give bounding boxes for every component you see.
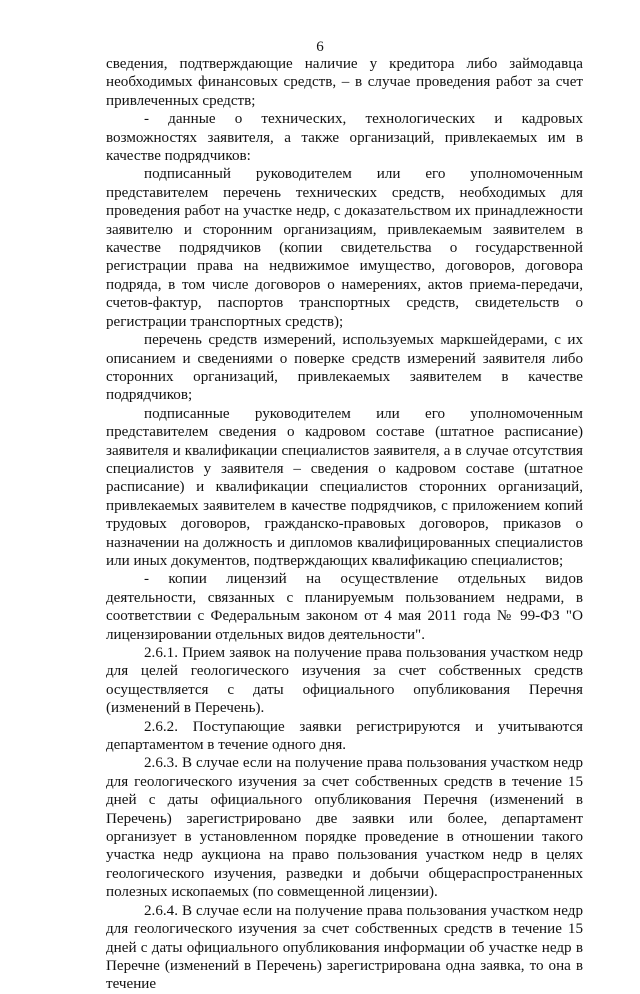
paragraph-technical-capabilities: - данные о технических, технологических и кадровых возможностях заявителя, а также организаций, привлекаемых им в качестве подрядчиков: xyxy=(106,111,583,165)
paragraph-measuring-instruments: перечень средств измерений, используемых маркшейдерами, с их описанием и сведениями о поверке средств измерений заявителя либо сторонних организаций, привлекаемых заявителем в качестве подрядчиков; xyxy=(106,332,583,404)
clause-2-6-2: 2.6.2. Поступающие заявки регистрируются и учитываются департаментом в течение одного дня. xyxy=(106,718,583,754)
page-number: 6 xyxy=(316,39,324,55)
clause-2-6-1: 2.6.1. Прием заявок на получение права пользования участком недр для целей геологического изучения за счет собственных средств осуществляется с даты официального опубликования Перечня (изменений в Перечень). xyxy=(106,645,583,717)
paragraph-licenses: - копии лицензий на осуществление отдельных видов деятельности, связанных с планируемым пользованием недрами, в соответствии с Федеральным законом от 4 мая 2011 года № 99-ФЗ "О лицензировании отдельных видов деятельности". xyxy=(106,571,583,643)
paragraph-staff-information: подписанные руководителем или его уполномоченным представителем сведения о кадровом составе (штатное расписание) заявителя и квалификации специалистов заявителя, а в случае отсутствия специалистов у заявителя – сведения о кадровом составе (штатное расписание) и квалификации специалистов сторонних организаций, привлекаемых заявителем в качестве подрядчиков, с приложением копий трудовых договоров, гражданско-правовых договоров, приказов о назначении на должность и дипломов квалифицированных специалистов или иных документов, подтверждающих квалификацию специалистов; xyxy=(106,405,583,569)
paragraph-technical-means-list: подписанный руководителем или его уполномоченным представителем перечень технических средств, необходимых для проведения работ на участке недр, с доказательством их принадлежности заявителю и сторонним организациям, привлекаемым заявителем в качестве подрядчиков (копии свидетельства о государственной регистрации права на недвижимое имущество, договоров, договора подряда, в том числе договоров о намерениях, актов приема-передачи, счетов-фактур, паспортов транспортных средств, свидетельств о регистрации транспортных средств); xyxy=(106,166,583,330)
clause-2-6-4: 2.6.4. В случае если на получение права пользования участком недр для геологического изучения за счет собственных средств в течение 15 дней с даты официального опубликования информации об участке недр в Перечне (изменений в Перечень) зарегистрирована одна заявка, то она в течение xyxy=(106,902,583,993)
paragraph-financial-means: сведения, подтверждающие наличие у кредитора либо займодавца необходимых финансовых средств, – в случае проведения работ за счет привлеченных средств; xyxy=(106,56,583,109)
document-body xyxy=(106,55,583,994)
clause-2-6-3: 2.6.3. В случае если на получение права пользования участком недр для геологического изучения за счет собственных средств в течение 15 дней с даты официального опубликования Перечня (изменений в Перечень) зарегистрировано две заявки или более, департамент организует в установленном порядке проведение в отношении такого участка недр аукциона на право пользования участком недр в целях геологического изучения, разведки и добычи общераспространенных полезных ископаемых (по совмещенной лицензии). xyxy=(106,755,583,901)
